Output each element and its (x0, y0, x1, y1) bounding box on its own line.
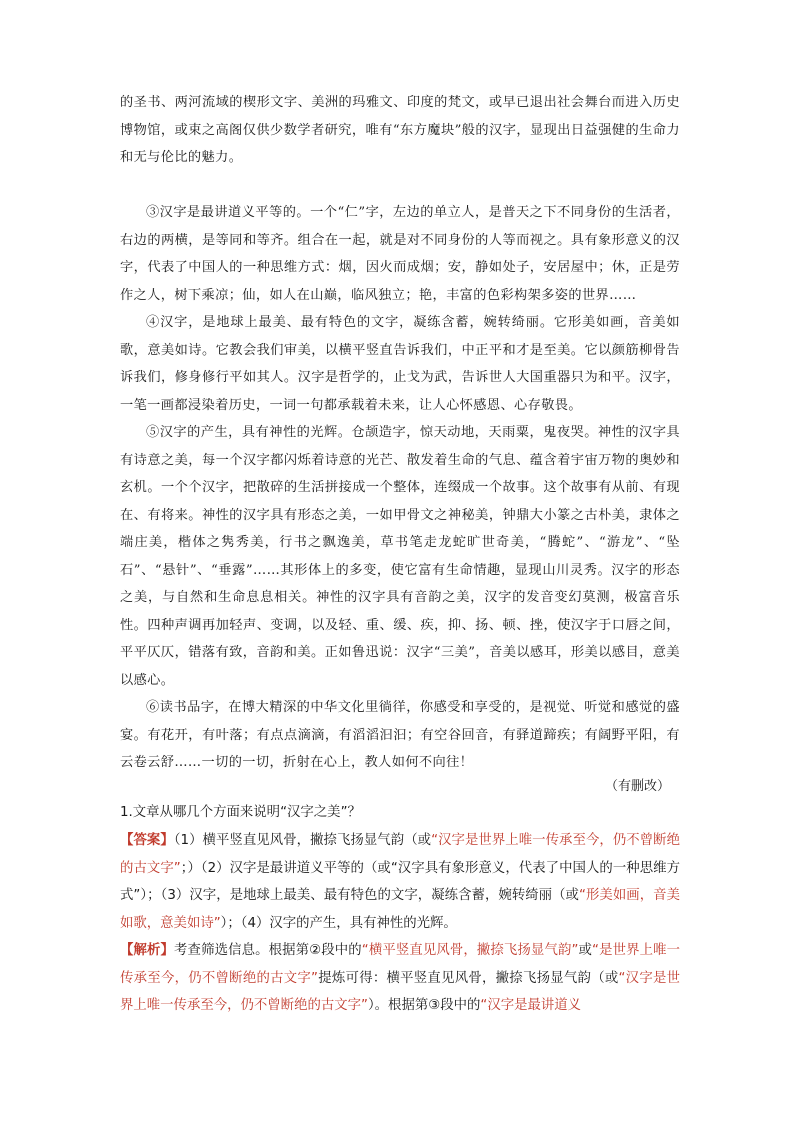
analysis-segment: ）。根据第③段中的 (367, 998, 481, 1013)
analysis-quote: “汉字是最讲道义 (480, 998, 582, 1013)
passage-paragraph-4: ④汉字，是地球上最美、最有特色的文字，凝练含蓄，婉转绮丽。它形美如画，音美如歌，意美如诗。它教会我们审美，以横平竖直告诉我们，中正平和才是至美。它以颜筋柳骨告诉我们，修身修行平如其人。汉字是哲学的，止戈为武，告诉世人大国重器只为和平。汉字，一笔一画都浸染着历史，一词一句都承载着未来，让人心怀感恩、心存敬畏。 (120, 315, 680, 413)
answer-segment: ）；（4）汉字的产生，具有神性的光辉。 (220, 915, 457, 931)
analysis-quote: “汉字是世界上唯一传承至今，仍不曾断绝的古文字” (120, 970, 681, 1013)
analysis-block (120, 937, 680, 1020)
question-block (120, 799, 680, 827)
passage-paragraph-3: ③汉字是最讲道义平等的。一个“仁”字，左边的单立人，是普天之下不同身份的生活者，右边的两横，是等同和等齐。组合在一起，就是对不同身份的人等而视之。具有象形意义的汉字，代表了中国人的一种思维方式：烟，因火而成烟；安，静如处子，安居屋中；休，正是劳作之人，树下乘凉；仙，如人在山巅，临风独立；艳，丰富的色彩构架多姿的世界…… (120, 205, 680, 303)
passage-paragraph-5: ⑤汉字的产生，具有神性的光辉。仓颉造字，惊天动地，天雨粟，鬼夜哭。神性的汉字具有诗意之美，每一个汉字都闪烁着诗意的光芒、散发着生命的气息、蕴含着宇宙万物的奥妙和玄机。一个个汉字，把散碎的生活拼接成一个整体，连缀成一个故事。这个故事有从前、有现在、有将来。神性的汉字具有形态之美，一如甲骨文之神秘美，钟鼎大小篆之古朴美，隶体之端庄美，楷体之隽秀美，行书之飘逸美，草书笔走龙蛇旷世奇美，“腾蛇”、“游龙”、“坠石”、“悬针”、“垂露”……其形体上的多变，使它富有生命情趣，显现山川灵秀。汉字的形态之美，与自然和生命息息相关。神性的汉字具有音韵之美，汉字的发音变幻莫测，极富音乐性。四种声调再加轻声、变调，以及轻、重、缓、疾，抑、扬、顿、挫，使汉字于口唇之间，平平仄仄，错落有致，音韵和美。正如鲁迅说：汉字“三美”，音美以感耳，形美以感目，意美以感心。 (120, 425, 680, 688)
analysis-quote: “是世界上唯一传承至今，仍不曾断绝的古文字” (120, 943, 681, 986)
answer-segment: ；）（2）汉字是最讲道义平等的（或“汉字具有象形意义，代表了中国人的一种思维方式”）；（3）汉字，是地球上最美、最有特色的文字，凝练含蓄，婉转绮丽（或 (120, 860, 681, 903)
answer-quote: “形美如画，音美如歌，意美如诗” (120, 888, 680, 931)
answer-text (120, 827, 680, 937)
paragraph-text: 的圣书、两河流域的楔形文字、美洲的玛雅文、印度的梵文，或早已退出社会舞台而进入历史博物馆，或束之高阁仅供少数学者研究，唯有“东方魔块”般的汉字，显现出日益强健的生命力和无与伦比的魅力。 (120, 95, 680, 165)
passage-body (120, 199, 680, 777)
answer-segment: （1）横平竖直见风骨，撇捺飞扬显气韵（或 (173, 833, 432, 848)
passage-paragraph-6: ⑥读书品字，在博大精深的中华文化里徜徉，你感受和享受的，是视觉、听觉和感觉的盛宴。有花开，有叶落；有点点滴滴，有滔滔汩汩；有空谷回音，有驿道蹄疾；有阔野平阳，有云卷云舒……一切的一切，折射在心上，教人如何不向往！ (120, 700, 680, 770)
source-note: （有删改） (605, 779, 671, 794)
analysis-segment: 提炼可得：横平竖直见风骨，撇捺飞扬显气韵（或 (318, 970, 619, 986)
analysis-segment: 考查筛选信息。根据第②段中的 (174, 943, 362, 958)
question-text: 1.文章从哪几个方面来说明“汉字之美”？ (120, 805, 361, 820)
analysis-tag: 【解析】 (120, 943, 175, 958)
answer-quote: “汉字是世界上唯一传承至今，仍不曾断绝的古文字” (120, 833, 680, 876)
analysis-text (120, 937, 680, 1020)
answer-tag: 【答案】 (120, 833, 174, 848)
analysis-segment: 或 (578, 943, 593, 958)
analysis-quote: “横平竖直见风骨，撇捺飞扬显气韵” (361, 943, 579, 958)
passage-paragraph-1 (120, 89, 680, 172)
answer-block (120, 827, 680, 937)
